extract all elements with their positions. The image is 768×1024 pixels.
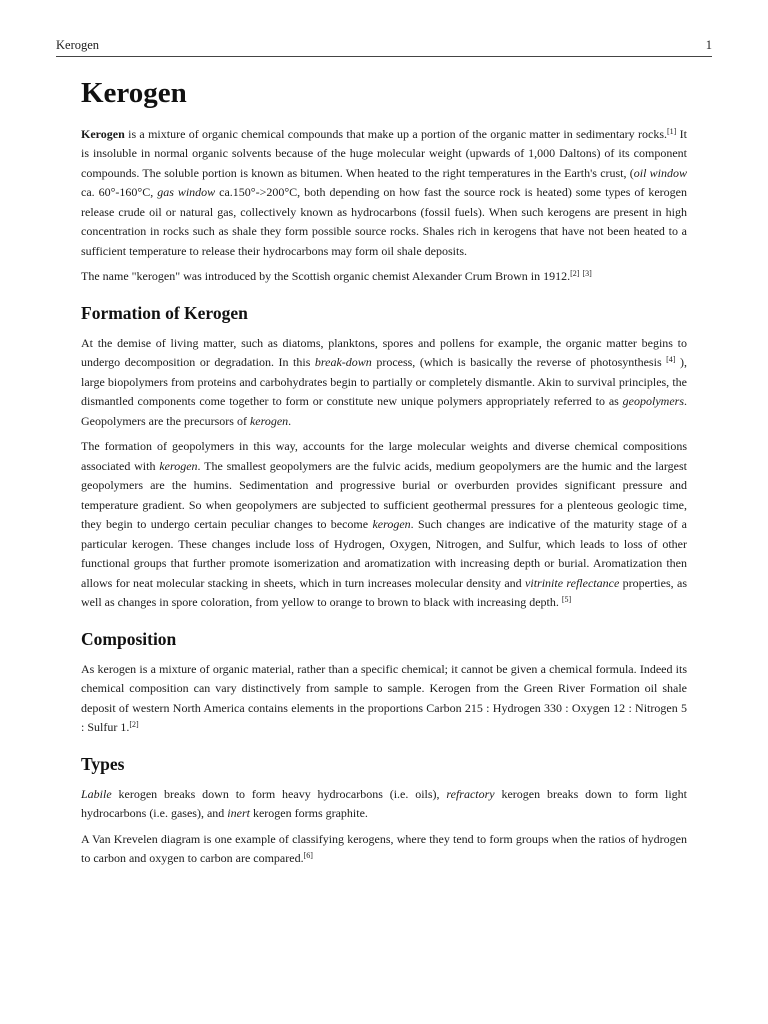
section-heading-formation: Formation of Kerogen [81, 302, 248, 323]
reference-link[interactable]: [3] [582, 269, 592, 279]
running-title: Kerogen [56, 38, 100, 52]
section-heading-types: Types [81, 753, 125, 774]
article-title: Kerogen [81, 77, 187, 109]
types-paragraph-2: A Van Krevelen diagram is one example of classifying kerogens, where they tend to form groups when the ratios of hydrogen to carbon and oxygen to carbon are compared.[6] [81, 831, 687, 866]
section-heading-composition: Composition [81, 628, 177, 649]
reference-link[interactable]: [6] [303, 851, 313, 861]
reference-link[interactable]: [1] [667, 126, 677, 136]
reference-link[interactable]: [5] [561, 595, 572, 605]
term-kerogen: Kerogen [81, 126, 125, 141]
types-paragraph-1: Labile kerogen breaks down to form heavy hydrocarbons (i.e. oils), refractory kerogen breaks down to form light hydrocarbons (i.e. gases), and inert kerogen forms graphite. [81, 786, 688, 821]
intro-paragraph-1: Kerogen is a mixture of organic chemical compounds that make up a portion of the organic matter in sedimentary rocks.[1] It is insoluble in normal organic solvents because of the huge molecular weight (upwards of 1,000 Daltons) of its component compounds. The soluble portion is known as bitumen. When heated to the right temperatures in the Earth's crust, (oil window ca. 60°-160°C, gas window ca.150°->200°C, both depending on how fast the source rock is heated) some types of kerogen release crude oil or natural gas, collectively known as hydrocarbons (fossil fuels). When such kerogens are present in high concentration in rocks such as shale they form possible source rocks. Shales rich in kerogens that have not been heated to a sufficient temperature to release their hydrocarbons may form oil shale deposits. [81, 126, 688, 258]
page-number: 1 [705, 38, 712, 52]
running-header [56, 38, 712, 57]
composition-paragraph-1: As kerogen is a mixture of organic material, rather than a specific chemical; it cannot be given a chemical formula. Indeed its chemical composition can vary distinctively from sample to sample. Kerogen from the Green River Formation oil shale deposit of western North America contains elements in the proportions Carbon 215 : Hydrogen 330 : Oxygen 12 : Nitrogen 5 : Sulfur 1.[2] [81, 661, 687, 735]
formation-paragraph-1: At the demise of living matter, such as diatoms, planktons, spores and pollens for example, the organic matter begins to undergo decomposition or degradation. In this break-down process, (which is basically the reverse of photosynthesis [4] ), large biopolymers from proteins and carbohydrates begin to partially or completely dismantle. Akin to survival principles, the dismantled components come together to form or constitute new unique polymers appropriately referred to as geopolymers. Geopolymers are the precursors of kerogen. [81, 335, 687, 428]
intro-paragraph-2: The name "kerogen" was introduced by the Scottish organic chemist Alexander Crum Brown in 1912.[2] [3] [81, 269, 592, 284]
formation-paragraph-2: The formation of geopolymers in this way, accounts for the large molecular weights and diverse chemical compositions associated with kerogen. The smallest geopolymers are the fulvic acids, medium geopolymers are the humic and the largest geopolymers are the humins. Sedimentation and progressive burial or overburden provides significant pressure and temperature gradient. So when geopolymers are subjected to sufficient geothermal pressures for a plenteous geologic time, they begin to undergo certain peculiar changes to become kerogen. Such changes are indicative of the maturity stage of a particular kerogen. These changes include loss of Hydrogen, Oxygen, Nitrogen, and Sulfur, which leads to loss of other functional groups that further promote isomerization and aromatization with increasing depth or burial. Aromatization then allows for neat molecular stacking in sheets, which in turn increases molecular density and vitrinite reflectance properties, as well as changes in spore coloration, from yellow to orange to brown to black with increasing depth. [5] [81, 439, 688, 610]
reference-link[interactable]: [4] [666, 355, 676, 365]
reference-link[interactable]: [2] [570, 269, 580, 279]
reference-link[interactable]: [2] [129, 720, 139, 730]
article-body [81, 76, 687, 875]
